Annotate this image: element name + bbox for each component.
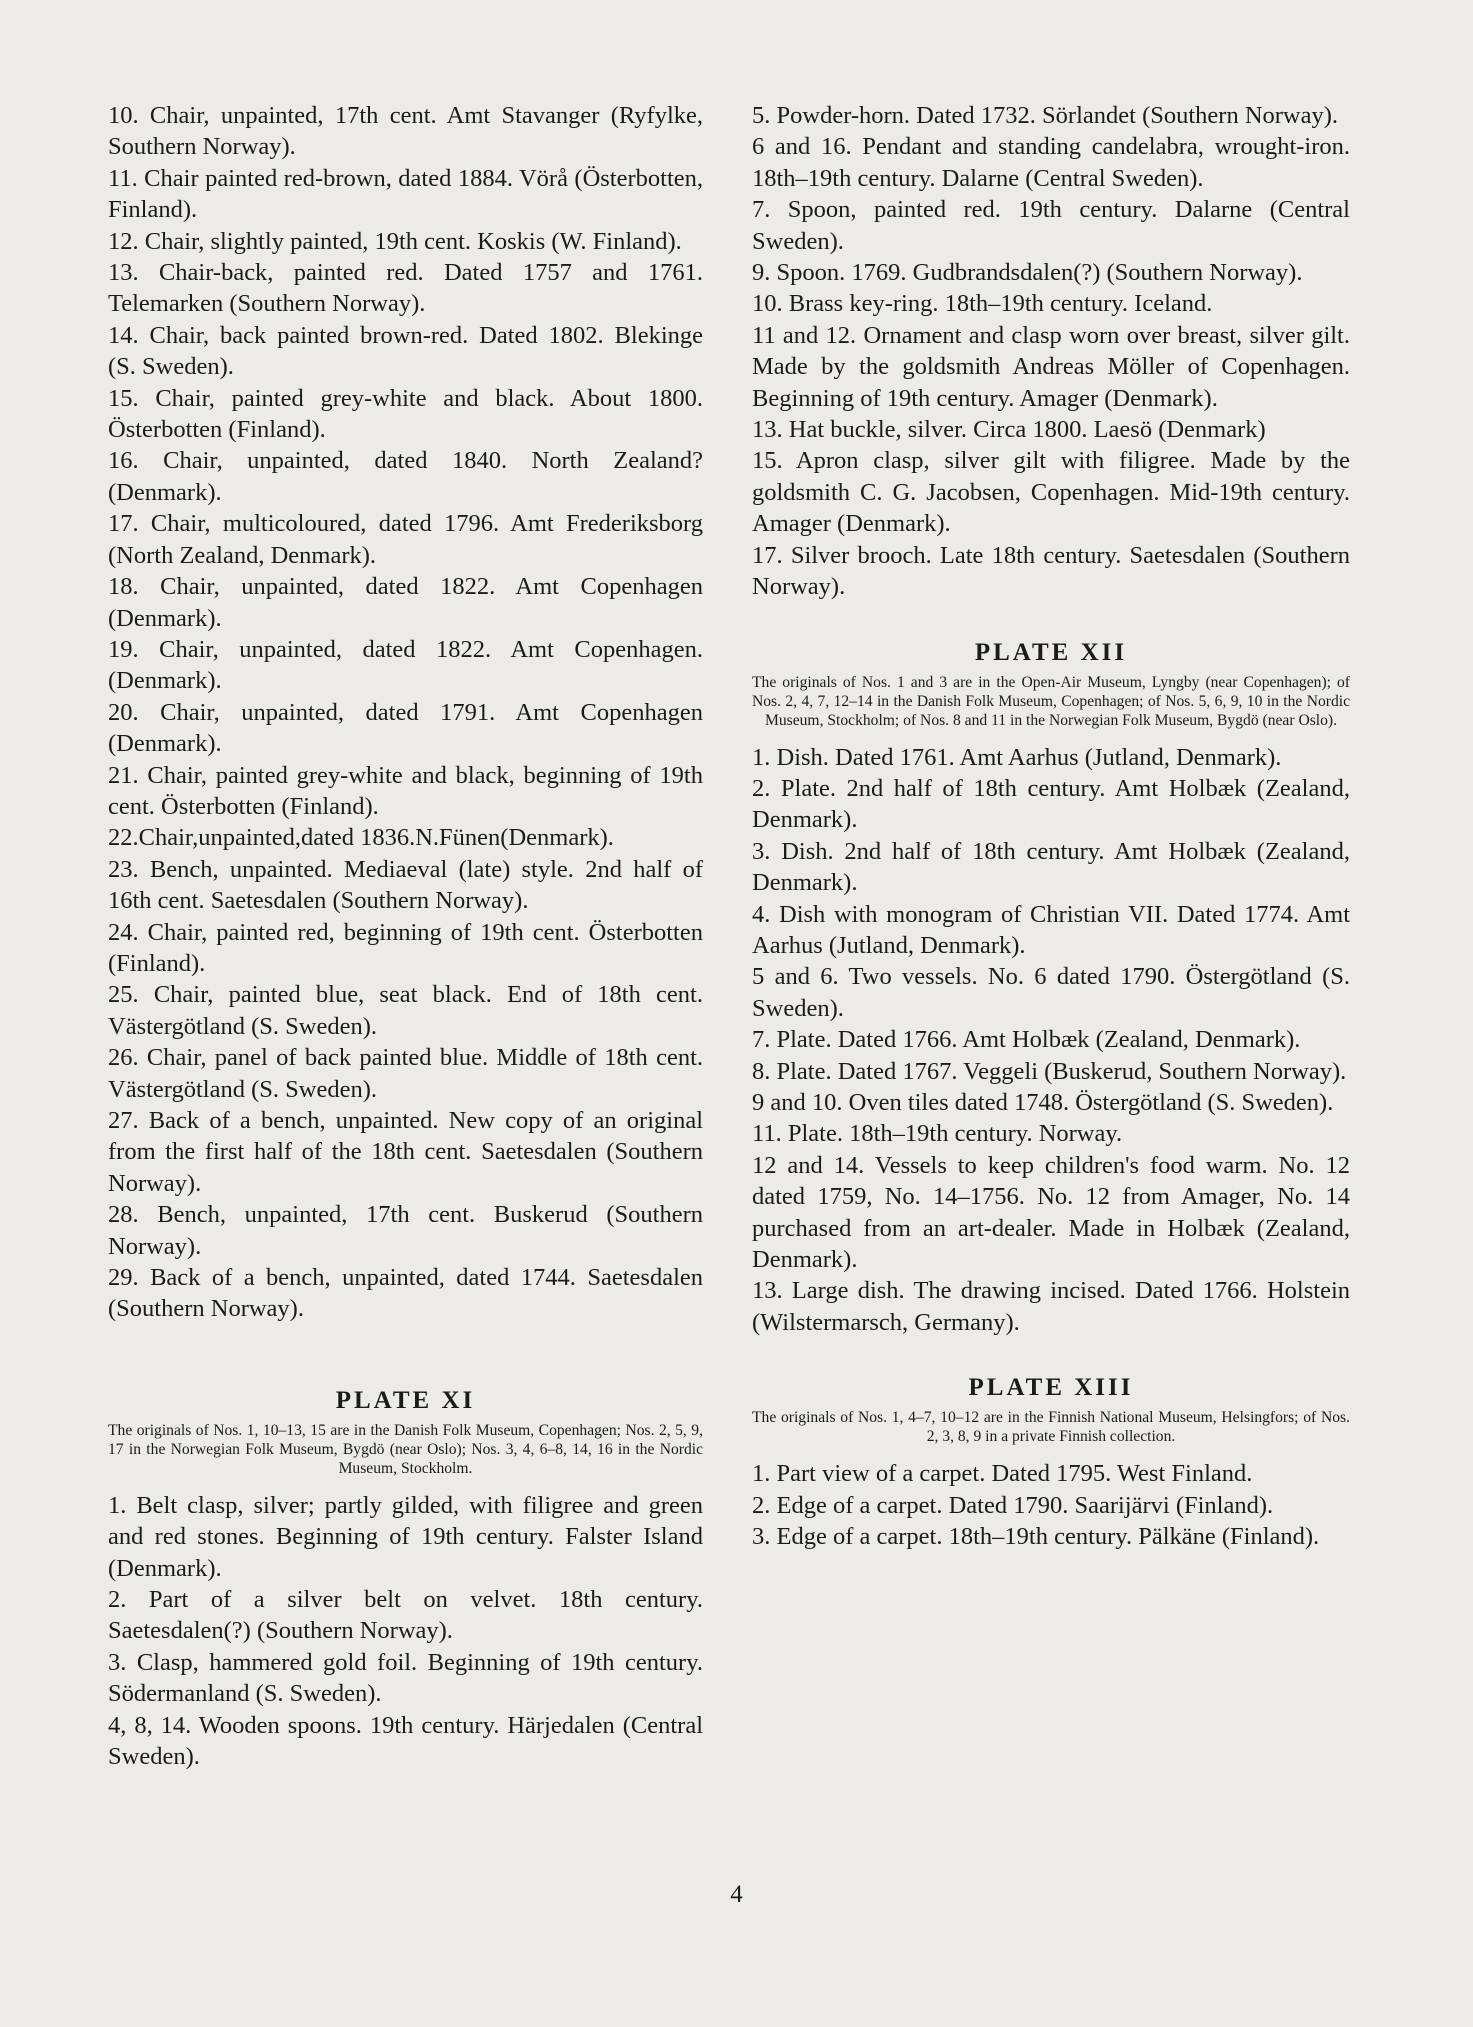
plate-heading: PLATE XII [974,638,1128,666]
plate-heading: PLATE XI [335,1386,476,1414]
plate-xi-section [108,1385,703,1773]
catalog-entry: 4. Dish with monogram of Christian VII. Dated 1774. Amt Aarhus (Jutland, Denmark). [752,900,1350,959]
catalog-entry: 23. Bench, unpainted. Mediaeval (late) style. 2nd half of 16th cent. Saetesdalen (Southern Norway). [108,855,703,915]
catalog-entry: 26. Chair, panel of back painted blue. Middle of 18th cent. Västergötland (S. Sweden). [108,1044,703,1103]
catalog-entry: 1. Part view of a carpet. Dated 1795. West Finland. [752,1460,1253,1488]
plate-entries [752,1458,1350,1552]
catalog-entry: 24. Chair, painted red, beginning of 19th cent. Österbotten (Finland). [108,918,703,977]
catalog-entry: 17. Chair, multicoloured, dated 1796. Amt Frederiksborg (North Zealand, Denmark). [108,510,703,569]
catalog-entry: 3. Clasp, hammered gold foil. Beginning of 19th century. Södermanland (S. Sweden). [108,1648,703,1708]
plate-entries [108,1490,703,1773]
catalog-entry: 18. Chair, unpainted, dated 1822. Amt Copenhagen (Denmark). [108,573,703,632]
catalog-entry: 5 and 6. Two vessels. No. 6 dated 1790. Östergötland (S. Sweden). [752,963,1350,1022]
plate-note: The originals of Nos. 1, 4–7, 10–12 are in the Finnish National Museum, Helsingfors; of Nos. 2, 3, 8, 9 in a private Finnish collection. [752,1409,1350,1446]
plate-heading: PLATE XIII [968,1374,1134,1402]
catalog-entry: 2. Edge of a carpet. Dated 1790. Saarijärvi (Finland). [752,1491,1274,1519]
plate-xiii-section [752,1372,1350,1552]
catalog-entry: 29. Back of a bench, unpainted, dated 1744. Saetesdalen (Southern Norway). [108,1264,703,1323]
catalog-entry: 25. Chair, painted blue, seat black. End of 18th cent. Västergötland (S. Sweden). [108,981,703,1040]
catalog-entry: 1. Dish. Dated 1761. Amt Aarhus (Jutland, Denmark). [752,743,1282,771]
plate-note: The originals of Nos. 1, 10–13, 15 are in the Danish Folk Museum, Copenhagen; Nos. 2, 5, 9, 17 in the Norwegian Folk Museum, Bygdö (near Oslo); Nos. 3, 4, 6–8, 14, 16 in the Nordic Museum, Stockholm. [108,1421,703,1477]
catalog-entry: 2. Plate. 2nd half of 18th century. Amt Holbæk (Zealand, Denmark). [752,774,1350,834]
catalog-entry: 14. Chair, back painted brown-red. Dated 1802. Blekinge (S. Sweden). [108,321,703,381]
catalog-entry: 1. Belt clasp, silver; partly gilded, with filigree and green and red stones. Beginning of 19th century. Falster Island (Denmark). [108,1491,703,1582]
page-number: 4 [730,1881,743,1908]
catalog-entry: 9. Spoon. 1769. Gudbrandsdalen(?) (Southern Norway). [752,259,1303,287]
plate-entries [752,742,1350,1339]
right-column [752,100,1350,1552]
catalog-entry: 5. Powder-horn. Dated 1732. Sörlandet (Southern Norway). [752,102,1339,129]
catalog-entry: 9 and 10. Oven tiles dated 1748. Östergötland (S. Sweden). [752,1088,1334,1116]
catalog-entry: 11 and 12. Ornament and clasp worn over breast, silver gilt. Made by the goldsmith Andreas Möller of Copenhagen. Beginning of 19th century. Amager (Denmark). [752,321,1350,412]
catalog-entry: 4, 8, 14. Wooden spoons. 19th century. Härjedalen (Central Sweden). [108,1711,703,1771]
catalog-entry: 20. Chair, unpainted, dated 1791. Amt Copenhagen (Denmark). [108,698,703,758]
catalog-entry: 28. Bench, unpainted, 17th cent. Buskerud (Southern Norway). [108,1201,703,1260]
catalog-entry: 22.Chair,unpainted,dated 1836.N.Fünen(Denmark). [108,824,614,852]
catalog-entry: 11. Chair painted red-brown, dated 1884. Vörå (Österbotten, Finland). [108,164,703,224]
catalog-entry: 19. Chair, unpainted, dated 1822. Amt Copenhagen. (Denmark). [108,635,703,695]
catalog-entry: 2. Part of a silver belt on velvet. 18th century. Saetesdalen(?) (Southern Norway). [108,1586,703,1645]
catalog-entry: 6 and 16. Pendant and standing candelabra, wrought-iron. 18th–19th century. Dalarne (Central Sweden). [752,133,1350,192]
catalog-entry: 3. Edge of a carpet. 18th–19th century. Pälkäne (Finland). [752,1523,1320,1551]
catalog-entry: 27. Back of a bench, unpainted. New copy of an original from the first half of the 18th cent. Saetesdalen (Southern Norway). [108,1107,703,1197]
catalog-entry: 11. Plate. 18th–19th century. Norway. [752,1120,1123,1148]
catalog-entry: 15. Chair, painted grey-white and black. About 1800. Österbotten (Finland). [108,384,703,444]
catalog-entry: 13. Chair-back, painted red. Dated 1757 and 1761. Telemarken (Southern Norway). [108,259,703,318]
catalog-entry: 12 and 14. Vessels to keep children's food warm. No. 12 dated 1759, No. 14–1756. No. 12 from Amager, No. 14 purchased from an art-dealer. Made in Holbæk (Zealand, Denmark). [752,1151,1350,1273]
catalog-entry: 13. Large dish. The drawing incised. Dated 1766. Holstein (Wilstermarsch, Germany). [752,1277,1350,1336]
catalog-entry: 3. Dish. 2nd half of 18th century. Amt Holbæk (Zealand, Denmark). [752,837,1350,897]
catalog-entry: 8. Plate. Dated 1767. Veggeli (Buskerud, Southern Norway). [752,1057,1347,1085]
catalog-entry: 12. Chair, slightly painted, 19th cent. Koskis (W. Finland). [108,227,682,255]
catalog-entry: 21. Chair, painted grey-white and black, beginning of 19th cent. Österbotten (Finland). [108,761,703,820]
catalog-entry: 15. Apron clasp, silver gilt with filigree. Made by the goldsmith C. G. Jacobsen, Copenhagen. Mid-19th century. Amager (Denmark). [752,447,1350,538]
left-column [108,100,703,1773]
catalog-entry: 10. Chair, unpainted, 17th cent. Amt Stavanger (Ryfylke, Southern Norway). [108,102,703,161]
plate-note: The originals of Nos. 1 and 3 are in the Open-Air Museum, Lyngby (near Copenhagen); of Nos. 2, 4, 7, 12–14 in the Danish Folk Museum, Copenhagen; of Nos. 5, 6, 9, 10 in the Nordic Museum, Stockholm; of Nos. 8 and 11 in the Norwegian Folk Museum, Bygdö (near Oslo). [752,673,1350,729]
catalog-entry: 10. Brass key-ring. 18th–19th century. Iceland. [752,290,1213,318]
catalog-entry: 13. Hat buckle, silver. Circa 1800. Laesö (Denmark) [752,416,1266,444]
catalog-entry: 7. Plate. Dated 1766. Amt Holbæk (Zealand, Denmark). [752,1026,1301,1054]
catalog-entry: 17. Silver brooch. Late 18th century. Saetesdalen (Southern Norway). [752,541,1350,601]
catalog-entry: 7. Spoon, painted red. 19th century. Dalarne (Central Sweden). [752,196,1350,255]
catalog-entry: 16. Chair, unpainted, dated 1840. North Zealand? (Denmark). [108,447,703,506]
plate-xii-section [752,637,1350,1339]
